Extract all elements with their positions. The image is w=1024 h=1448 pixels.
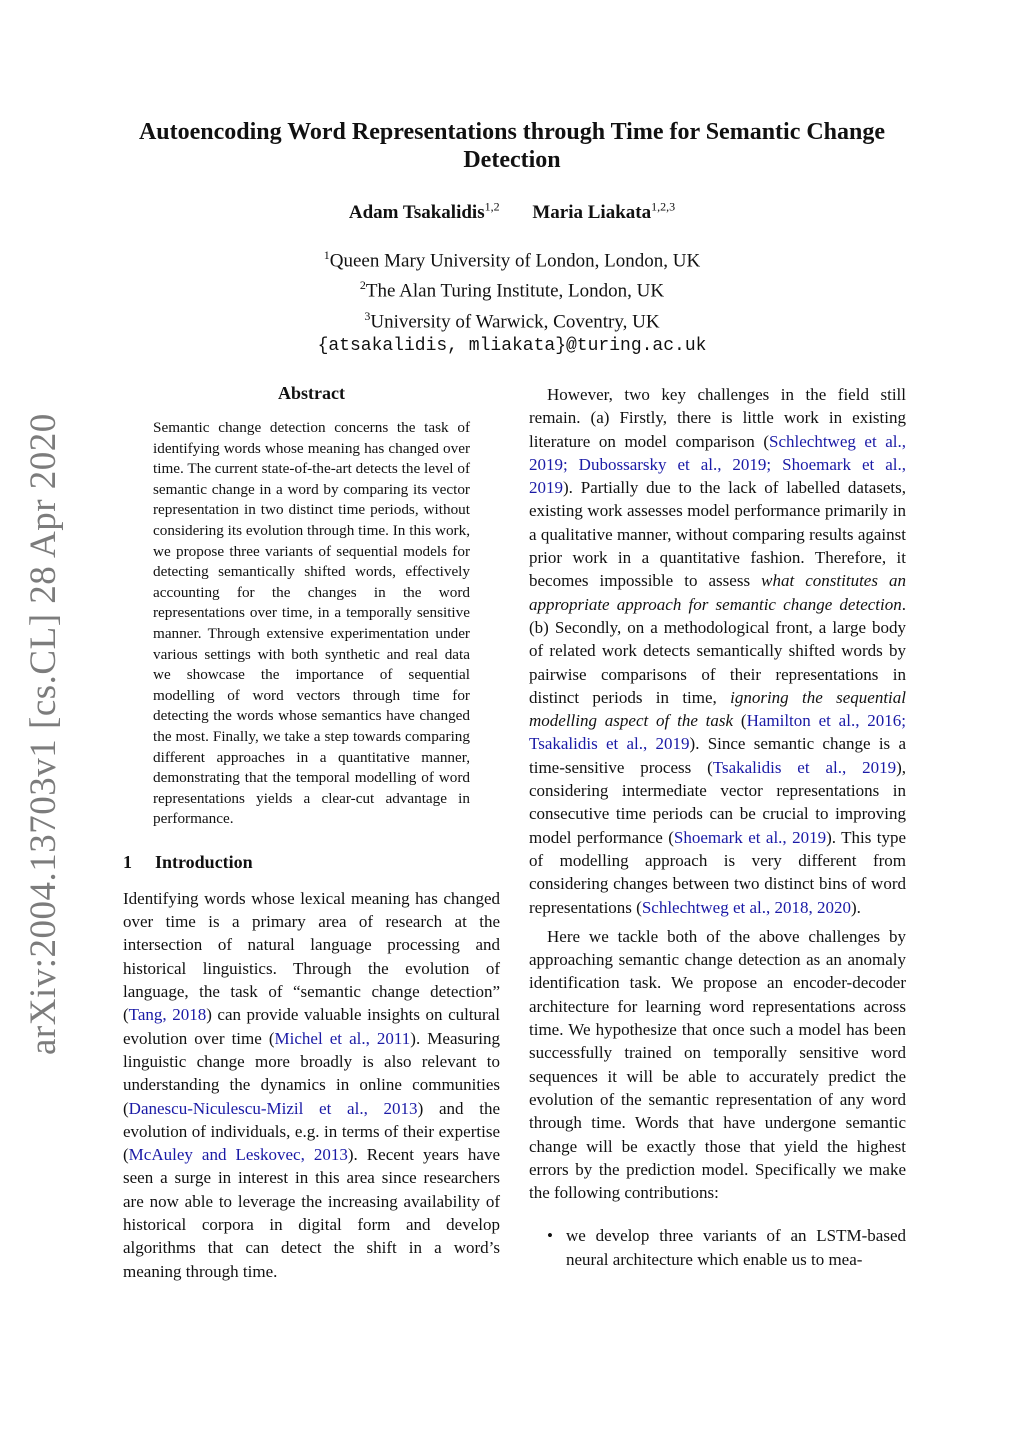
affil-marker: 2 bbox=[359, 278, 366, 293]
text-run: ). bbox=[850, 897, 861, 917]
section-number: 1 bbox=[123, 851, 132, 872]
paper-title: Autoencoding Word Representations through Time for Semantic Change Detection bbox=[138, 119, 886, 173]
bullet-icon: • bbox=[547, 1226, 553, 1246]
citation-link[interactable]: Shoemark et al., 2019 bbox=[673, 827, 827, 847]
affil-text: The Alan Turing Institute, London, UK bbox=[365, 280, 665, 302]
text-run: ). Measuring linguistic change more broadly is also relevant to understanding the dynamics in online communities ( bbox=[123, 1028, 500, 1118]
affiliation-2 bbox=[112, 273, 912, 303]
affil-marker: 1 bbox=[323, 248, 330, 262]
citation-link[interactable]: Tsakalidis et al., 2019 bbox=[712, 757, 897, 777]
section-title: Introduction bbox=[155, 851, 253, 872]
text-run: However, two key challenges in the field still remain. (a) Firstly, there is little work in existing literature on model comparison ( bbox=[529, 385, 906, 451]
text-run: ( bbox=[733, 711, 747, 731]
intro-paragraph-1 bbox=[123, 887, 500, 1283]
challenges-paragraph bbox=[529, 383, 906, 919]
text-run: ), considering intermediate vector representations in consecutive time periods can be crucial to improving model performance ( bbox=[529, 757, 906, 847]
right-column bbox=[529, 383, 906, 1271]
text-run: ) can provide valuable insights on cultural evolution over time ( bbox=[123, 1005, 500, 1048]
affil-marker: 3 bbox=[364, 308, 371, 323]
list-item-text: we develop three variants of an LSTM-based neural architecture which enable us to mea- bbox=[566, 1226, 906, 1269]
citation-link[interactable]: Michel et al., 2011 bbox=[274, 1028, 411, 1048]
text-run: ). This type of modelling approach is very different from considering changes between two distinct bins of word representations ( bbox=[529, 827, 906, 917]
text-run: ). Partially due to the lack of labelled datasets, existing work assesses model performance primarily in a qualitative manner, without comparing results against prior work in a quantitative fashion. Therefore, it becomes impossible to assess bbox=[529, 478, 906, 591]
citation-link[interactable]: Schlechtweg et al., 2019; Dubossarsky et al., 2019; Shoemark et al., 2019 bbox=[529, 431, 906, 498]
text-run: Identifying words whose lexical meaning has changed over time is a primary area of research at the intersection of natural language processing and historical linguistics. Through the evolution of language, the task of “semantic change detection” ( bbox=[123, 888, 500, 1025]
author-name: Adam Tsakalidis bbox=[348, 202, 485, 224]
affil-text: Queen Mary University of London, London, UK bbox=[329, 250, 701, 272]
approach-paragraph: Here we tackle both of the above challenges by approaching semantic change detection as an anomaly identification task. We propose an encoder-decoder architecture for learning word representations across time. We hypothesize that once such a model has been successfully trained on temporally sensitive word sequences it will be able to accurately predict the evolution of the semantic representation of any word through time. Words that have undergone semantic change will be exactly those that yield the highest errors by the prediction model. Specifically we make the following contributions: bbox=[529, 926, 906, 1203]
affiliation-1 bbox=[112, 243, 912, 273]
contributions-list bbox=[529, 1224, 906, 1271]
emphasis-text: ignoring the sequential modelling aspect of the task bbox=[529, 687, 906, 731]
abstract-text: Semantic change detection concerns the task of identifying words whose meaning has changed over time. The current state-of-the-art detects the level of semantic change in a word by comparing its vector representation in two distinct time periods, without considering its evolution through time. In this work, we propose three variants of sequential models for detecting semantically shifted words, effectively accounting for the changes in the word representations over time, in a temporally sensitive manner. Through extensive experimentation under various settings with both synthetic and real data we showcase the importance of sequential modelling of word vectors through time for detecting the words whose semantics have changed the most. Finally, we take a step towards comparing different approaches in a quantitative manner, demonstrating that the temporal modelling of word representations yields a clear-cut advantage in performance. bbox=[153, 419, 470, 828]
abstract-heading: Abstract bbox=[278, 383, 345, 403]
citation-link[interactable]: Danescu-Niculescu-Mizil et al., 2013 bbox=[128, 1098, 418, 1118]
text-run: ) and the evolution of individuals, e.g. in terms of their expertise ( bbox=[123, 1098, 500, 1165]
author-2 bbox=[532, 202, 675, 223]
citation-link[interactable]: Tang, 2018 bbox=[128, 1005, 207, 1025]
arxiv-side-stamp: arXiv:2004.13703v1 [cs.CL] 28 Apr 2020 bbox=[23, 413, 64, 1055]
author-list bbox=[112, 200, 912, 224]
author-1 bbox=[349, 202, 500, 223]
author-affil-marker: 1,2 bbox=[484, 200, 500, 214]
text-run: ). Since semantic change is a time-sensitive process ( bbox=[529, 734, 906, 777]
left-column bbox=[123, 383, 500, 1283]
author-affil-marker: 1,2,3 bbox=[651, 200, 676, 214]
list-item bbox=[529, 1224, 906, 1271]
text-run: . (b) Secondly, on a methodological front, a large body of related work detects semantically shifted words by pairwise comparisons of their representations in distinct periods in time, bbox=[529, 594, 906, 707]
affiliation-list bbox=[112, 243, 912, 358]
affiliation-3 bbox=[112, 304, 912, 334]
affil-text: University of Warwick, Coventry, UK bbox=[370, 310, 660, 332]
emphasis-text: what constitutes an appropriate approach for semantic change detection bbox=[529, 571, 907, 614]
text-run: ). Recent years have seen a surge in interest in this area since researchers are now able to leverage the increasing availability of historical corpora in digital form and develop algorithms that can detect the shift in a word’s meaning through time. bbox=[123, 1145, 500, 1281]
section-heading-introduction bbox=[123, 852, 500, 873]
author-name: Maria Liakata bbox=[532, 202, 652, 224]
author-emails: {atsakalidis, mliakata}@turing.ac.uk bbox=[317, 335, 707, 356]
citation-link[interactable]: McAuley and Leskovec, 2013 bbox=[128, 1145, 348, 1165]
citation-link[interactable]: Schlechtweg et al., 2018, 2020 bbox=[641, 897, 851, 917]
citation-link[interactable]: Hamilton et al., 2016; Tsakalidis et al., 2019 bbox=[529, 711, 906, 754]
